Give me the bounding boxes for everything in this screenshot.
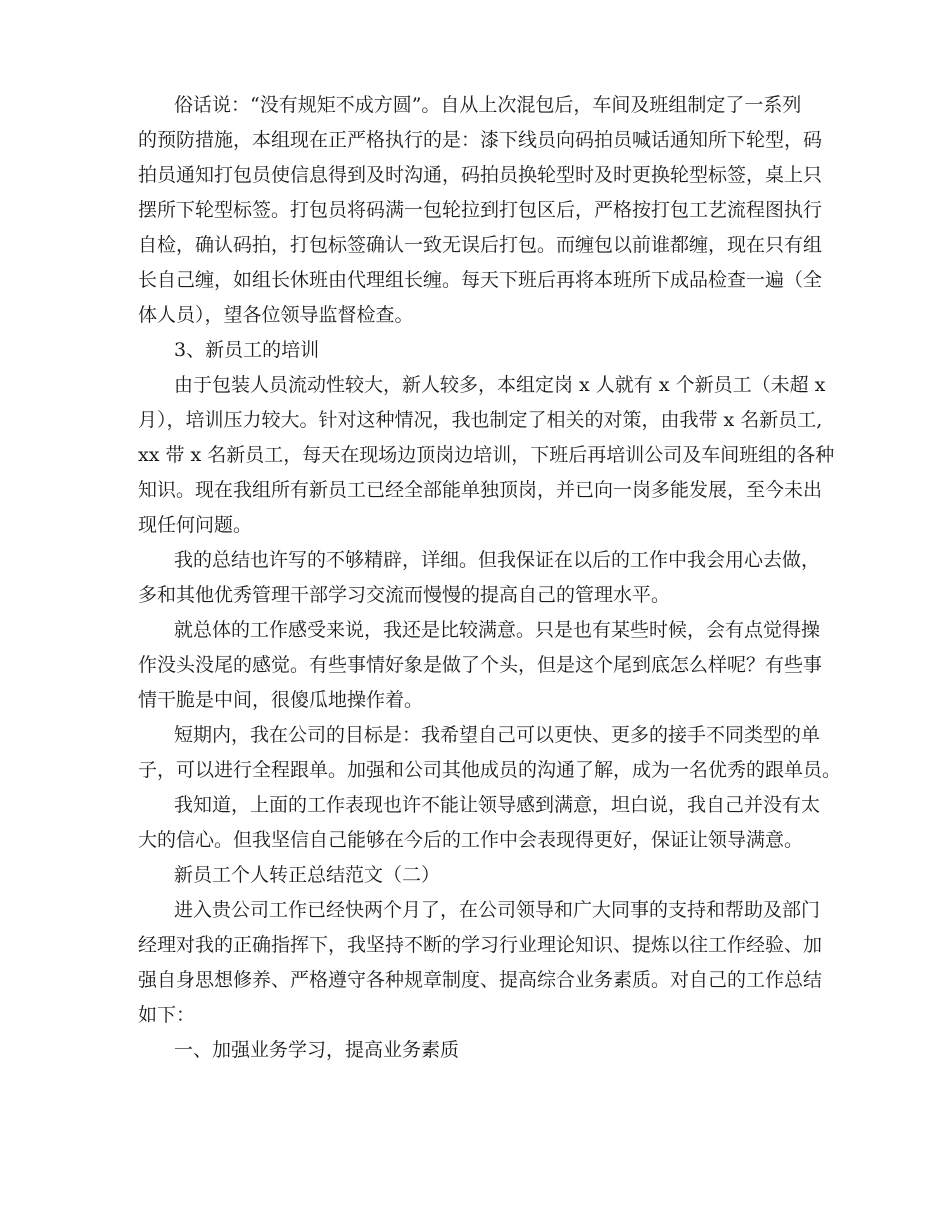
text-line: 我的总结也许写的不够精辟，详细。但我保证在以后的工作中我会用心去做，	[174, 549, 821, 571]
text-line: 长自己缠，如组长休班由代理组长缠。每天下班后再将本班所下成品检查一遍（全	[138, 269, 823, 291]
text-line: 我知道，上面的工作表现也许不能让领导感到满意，坦白说，我自己并没有太	[174, 794, 821, 816]
text-line: 情干脆是中间，很傻瓜地操作着。	[138, 689, 424, 711]
section-heading: 新员工个人转正总结范文（二）	[174, 864, 441, 886]
text-line: 如下：	[138, 1004, 196, 1026]
text-line: 现任何问题。	[138, 514, 253, 536]
text-line: xx 带 x 名新员工，每天在现场边顶岗边培训，下班后再培训公司及车间班组的各种	[138, 444, 835, 466]
text-line: 体人员），望各位领导监督检查。	[138, 304, 414, 326]
text-line: 自检，确认码拍，打包标签确认一致无误后打包。而缠包以前谁都缠，现在只有组	[138, 234, 823, 256]
text-line: 就总体的工作感受来说，我还是比较满意。只是也有某些时候，会有点觉得操	[174, 619, 821, 641]
text-line: 的预防措施，本组现在正严格执行的是：漆下线员向码拍员喊话通知所下轮型，码	[138, 129, 823, 151]
section-heading: 一、加强业务学习，提高业务素质	[174, 1039, 460, 1061]
text-line: 知识。现在我组所有新员工已经全部能单独顶岗，并已向一岗多能发展，至今未出	[138, 479, 823, 501]
text-line: 进入贵公司工作已经快两个月了，在公司领导和广大同事的支持和帮助及部门	[174, 899, 821, 921]
text-line: 摆所下轮型标签。打包员将码满一包轮拉到打包区后，严格按打包工艺流程图执行	[138, 199, 823, 221]
text-line: 经理对我的正确指挥下，我坚持不断的学习行业理论知识、提炼以往工作经验、加	[138, 934, 823, 956]
text-line: 多和其他优秀管理干部学习交流而慢慢的提高自己的管理水平。	[138, 584, 671, 606]
text-line: 月），培训压力较大。针对这种情况，我也制定了相关的对策，由我带 x 名新员工,	[138, 409, 823, 431]
text-line: 子，可以进行全程跟单。加强和公司其他成员的沟通了解，成为一名优秀的跟单员。	[138, 759, 842, 781]
text-line: 短期内，我在公司的目标是：我希望自己可以更快、更多的接手不同类型的单	[174, 724, 821, 746]
text-line: 拍员通知打包员使信息得到及时沟通，码拍员换轮型时及时更换轮型标签，桌上只	[138, 164, 823, 186]
text-line: 强自身思想修养、严格遵守各种规章制度、提高综合业务素质。对自己的工作总结	[138, 969, 823, 991]
text-line: 由于包装人员流动性较大，新人较多，本组定岗 x 人就有 x 个新员工（未超 x	[174, 374, 826, 396]
text-line: 作没头没尾的感觉。有些事情好象是做了个头，但是这个尾到底怎么样呢？有些事	[138, 654, 823, 676]
text-line: 俗话说：“没有规矩不成方圆”。自从上次混包后，车间及班组制定了一系列	[174, 94, 802, 116]
text-line: 大的信心。但我坚信自己能够在今后的工作中会表现得更好，保证让领导满意。	[138, 829, 804, 851]
section-heading: 3、新员工的培训	[174, 339, 320, 361]
